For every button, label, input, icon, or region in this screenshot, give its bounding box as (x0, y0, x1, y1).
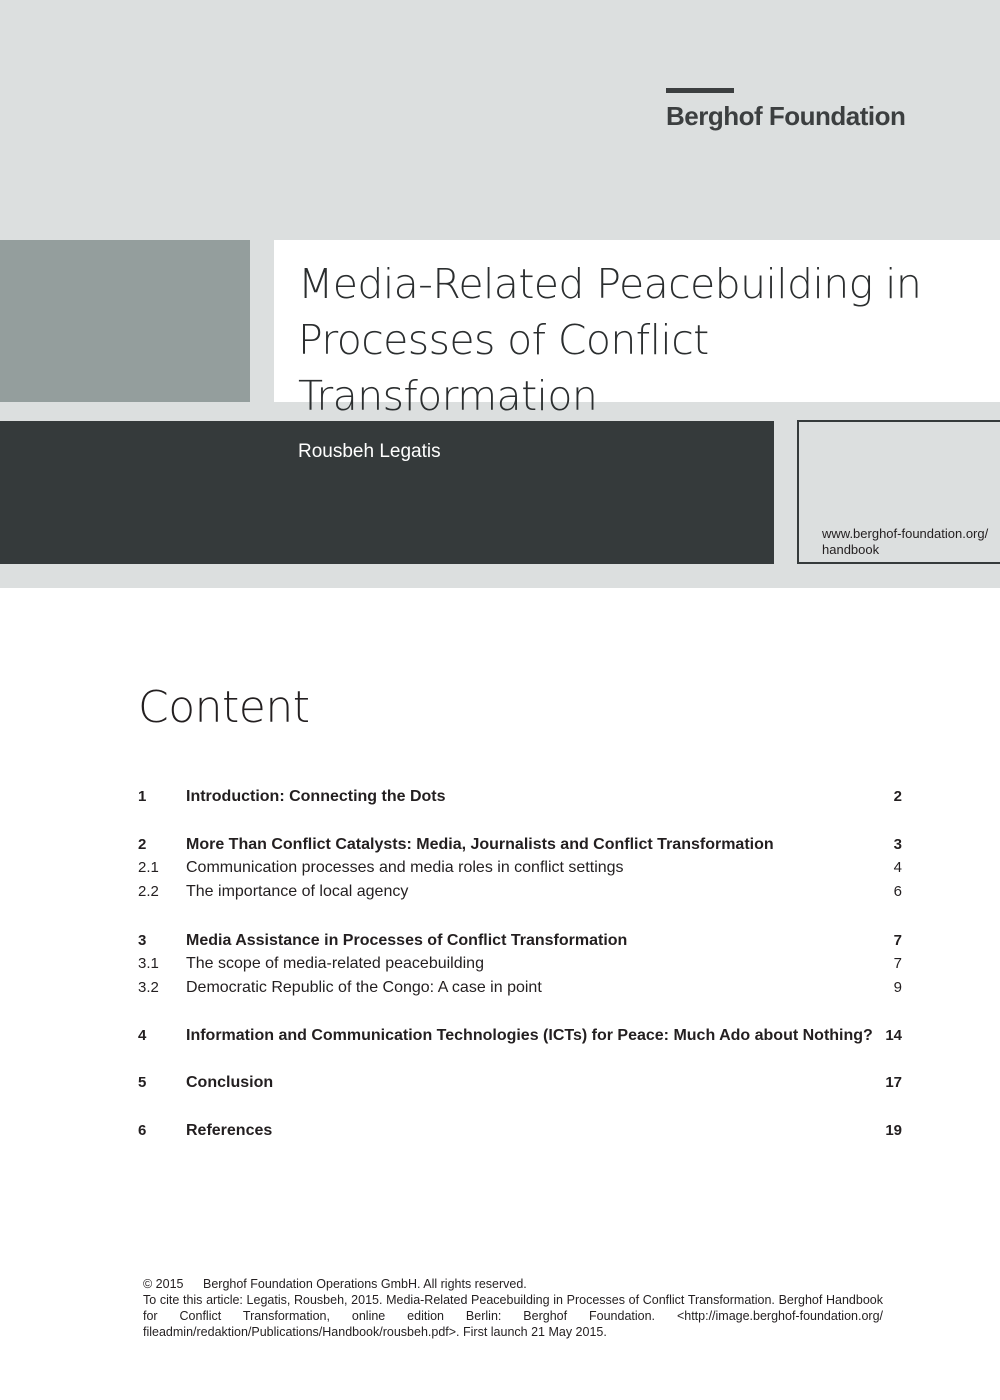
toc-entry-title: Communication processes and media roles in conflict settings (186, 859, 624, 876)
berghof-logo (666, 88, 906, 132)
toc-entry-title: Conclusion (186, 1074, 274, 1091)
toc-entry-number: 2.2 (138, 883, 159, 900)
toc-entry-page: 3 (893, 836, 902, 853)
toc-entry[interactable] (138, 929, 902, 953)
toc-entry[interactable] (138, 952, 902, 976)
toc-entry-page: 7 (893, 955, 902, 972)
toc-entry-title: Democratic Republic of the Congo: A case in point (186, 979, 542, 996)
toc-entry[interactable] (138, 880, 902, 904)
toc-entry-number: 2.1 (138, 859, 159, 876)
toc-entry[interactable] (138, 1071, 902, 1095)
toc-entry-title: More Than Conflict Catalysts: Media, Journalists and Conflict Transformation (186, 836, 774, 853)
toc-entry-number: 3.1 (138, 955, 159, 972)
toc-entry[interactable] (138, 976, 902, 1000)
toc-entry[interactable] (138, 1119, 902, 1143)
toc-entry-page: 17 (885, 1074, 902, 1091)
toc-entry-page: 14 (885, 1027, 902, 1044)
toc-entry-page: 6 (893, 883, 902, 900)
toc-entry-page: 19 (885, 1122, 902, 1139)
toc-entry-page: 2 (893, 788, 902, 805)
content-heading: Content (138, 682, 310, 733)
document-title (298, 256, 998, 424)
url-line-1: www.berghof-foundation.org/ (822, 526, 989, 541)
toc-entry-title: The importance of local agency (186, 883, 409, 900)
copyright-year: © 2015 (143, 1277, 184, 1291)
copyright-line (143, 1276, 883, 1292)
author-name: Rousbeh Legatis (298, 441, 441, 462)
toc-entry-number: 2 (138, 836, 147, 853)
toc-entry[interactable] (138, 833, 902, 857)
footer (143, 1276, 883, 1340)
title-box (274, 240, 1000, 420)
toc-entry-title: Media Assistance in Processes of Conflict Transformation (186, 932, 628, 949)
author-band (0, 421, 774, 564)
title-line-1: Media-Related Peacebuilding in (298, 260, 922, 308)
toc-entry-page: 4 (893, 859, 902, 876)
logo-bar (666, 88, 734, 93)
toc-entry-number: 4 (138, 1027, 147, 1044)
citation-text: To cite this article: Legatis, Rousbeh, 2015. Media-Related Peacebuilding in Processes of Conflict Transformation. Berghof Handbook for Conflict Transformation, online edition Berlin: Berghof Foundation. <http://image.berghof-foundation.org/ fileadmin/redaktion/Publications/Handbook/rousbeh.pdf>. First launch 21 May 2015. (143, 1293, 883, 1339)
accent-block (0, 240, 250, 402)
toc-entry-number: 5 (138, 1074, 147, 1091)
logo-text: Berghof Foundation (666, 101, 906, 131)
header-band (0, 0, 1000, 588)
toc-entry-title: References (186, 1122, 273, 1139)
handbook-url[interactable] (822, 526, 1000, 558)
toc-entry-title: The scope of media-related peacebuilding (186, 955, 484, 972)
toc-entry[interactable] (138, 785, 902, 809)
url-box (797, 420, 1000, 564)
toc-entry-page: 9 (893, 979, 902, 996)
toc-entry-number: 1 (138, 788, 147, 805)
toc-entry-title: Introduction: Connecting the Dots (186, 788, 446, 805)
title-line-2: Processes of Conflict Transformation (298, 316, 709, 420)
toc-entry-page: 7 (893, 932, 902, 949)
toc-entry-number: 3.2 (138, 979, 159, 996)
toc-entry[interactable] (138, 856, 902, 880)
toc-entry-number: 6 (138, 1122, 147, 1139)
copyright-text: Berghof Foundation Operations GmbH. All rights reserved. (203, 1277, 527, 1291)
toc-entry-number: 3 (138, 932, 147, 949)
toc-entry-title: Information and Communication Technologies (ICTs) for Peace: Much Ado about Nothing? (186, 1027, 873, 1044)
url-line-2: handbook (822, 542, 880, 557)
toc-entry[interactable] (138, 1024, 902, 1048)
